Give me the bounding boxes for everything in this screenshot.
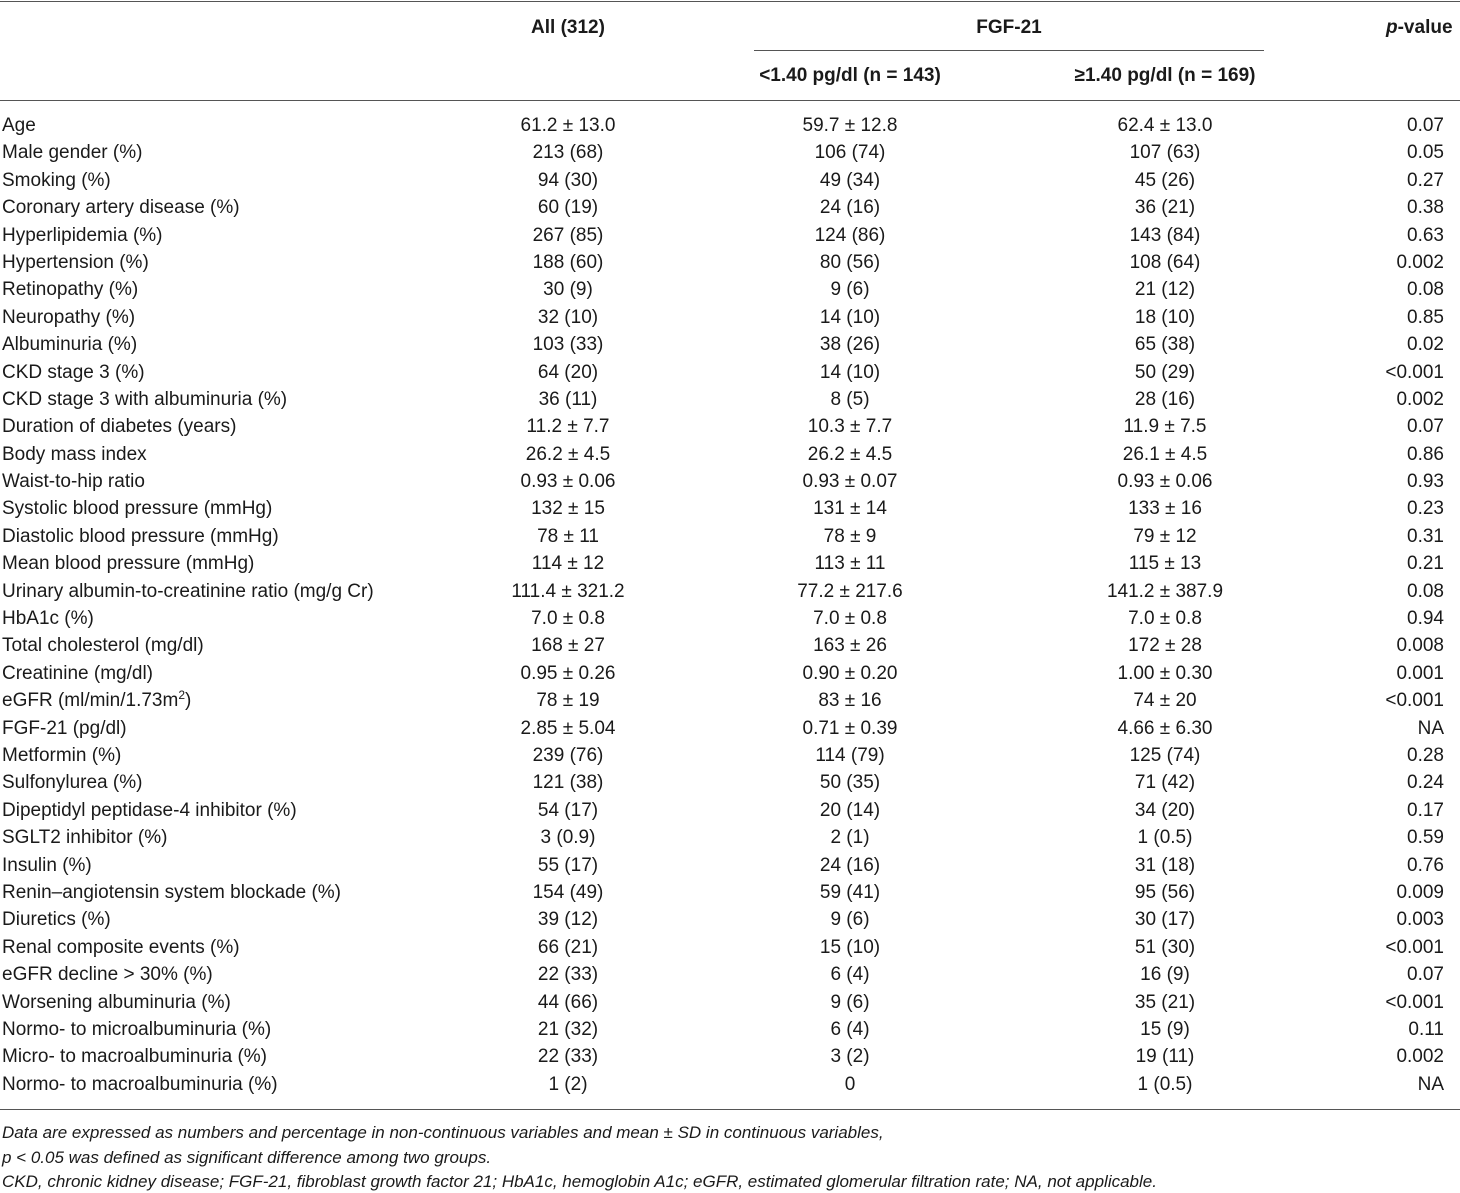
cell-p-value: 0.21 bbox=[1407, 553, 1444, 575]
table-row bbox=[0, 1043, 1460, 1070]
row-label bbox=[2, 139, 142, 166]
cell-low-fgf21: 26.2 ± 4.5 bbox=[807, 443, 893, 465]
cell-high-fgf21: 62.4 ± 13.0 bbox=[1117, 115, 1213, 136]
cell-all: 21 (32) bbox=[537, 1018, 599, 1040]
table-row bbox=[0, 797, 1460, 824]
cell-high-fgf21: 7.0 ± 0.8 bbox=[1128, 608, 1202, 630]
cell-p-value: 0.02 bbox=[1407, 334, 1444, 356]
table-row bbox=[0, 632, 1460, 659]
row-label-end: ) bbox=[185, 690, 192, 712]
cell-high-fgf21: 36 (21) bbox=[1134, 197, 1196, 219]
header-p-italic: p bbox=[1386, 17, 1398, 38]
cell-all: 2.85 ± 5.04 bbox=[520, 717, 616, 739]
row-label-text: eGFR (ml/min/1.73m bbox=[2, 690, 179, 712]
cell-p-value: 0.07 bbox=[1407, 115, 1444, 136]
cell-all: 61.2 ± 13.0 bbox=[520, 115, 616, 136]
cell-low-fgf21: 80 (56) bbox=[819, 251, 881, 273]
row-label bbox=[2, 1043, 267, 1070]
header-p-value bbox=[1386, 17, 1453, 39]
cell-all: 22 (33) bbox=[537, 1046, 599, 1068]
row-label-text: Sulfonylurea (%) bbox=[2, 772, 143, 794]
header-low-fgf21: <1.40 pg/dl (n = 143) bbox=[759, 65, 941, 86]
cell-low-fgf21: 0.71 ± 0.39 bbox=[802, 717, 898, 739]
row-label-text: Renal composite events (%) bbox=[2, 936, 240, 958]
row-label-text: Hypertension (%) bbox=[2, 251, 149, 273]
cell-low-fgf21: 0 bbox=[844, 1073, 856, 1095]
table-row bbox=[0, 386, 1460, 413]
cell-high-fgf21: 115 ± 13 bbox=[1128, 553, 1202, 575]
cell-high-fgf21: 95 (56) bbox=[1134, 881, 1196, 903]
table-top-rule bbox=[0, 1, 1460, 2]
row-label bbox=[2, 249, 149, 276]
cell-all: 168 ± 27 bbox=[531, 635, 605, 657]
cell-p-value: 0.002 bbox=[1396, 1046, 1444, 1068]
cell-p-value: 0.94 bbox=[1407, 608, 1444, 630]
cell-low-fgf21: 78 ± 9 bbox=[823, 525, 877, 547]
cell-low-fgf21: 59.7 ± 12.8 bbox=[802, 115, 898, 136]
row-label-text: Renin–angiotensin system blockade (%) bbox=[2, 881, 342, 903]
cell-low-fgf21: 50 (35) bbox=[819, 772, 881, 794]
cell-high-fgf21: 74 ± 20 bbox=[1133, 690, 1197, 712]
cell-all: 0.93 ± 0.06 bbox=[520, 471, 616, 493]
table-row bbox=[0, 112, 1460, 139]
table-row bbox=[0, 578, 1460, 605]
cell-low-fgf21: 24 (16) bbox=[819, 197, 881, 219]
cell-high-fgf21: 11.9 ± 7.5 bbox=[1123, 416, 1207, 438]
table-row bbox=[0, 276, 1460, 303]
cell-low-fgf21: 6 (4) bbox=[830, 964, 870, 986]
row-label bbox=[2, 906, 111, 933]
row-label bbox=[2, 304, 135, 331]
row-label-text: Smoking (%) bbox=[2, 169, 111, 191]
row-label-text: Metformin (%) bbox=[2, 744, 122, 766]
cell-low-fgf21: 38 (26) bbox=[819, 334, 881, 356]
cell-high-fgf21: 16 (9) bbox=[1140, 964, 1190, 986]
cell-low-fgf21: 8 (5) bbox=[830, 388, 870, 410]
cell-low-fgf21: 15 (10) bbox=[819, 936, 881, 958]
cell-high-fgf21: 15 (9) bbox=[1140, 1018, 1190, 1040]
cell-all: 66 (21) bbox=[537, 936, 599, 958]
cell-p-value: 0.28 bbox=[1407, 744, 1444, 766]
cell-all: 132 ± 15 bbox=[531, 498, 605, 520]
row-label bbox=[2, 523, 279, 550]
row-label-text: Mean blood pressure (mmHg) bbox=[2, 553, 255, 575]
cell-high-fgf21: 26.1 ± 4.5 bbox=[1122, 443, 1208, 465]
row-label-text: Albuminuria (%) bbox=[2, 334, 138, 356]
table-row bbox=[0, 989, 1460, 1016]
cell-all: 78 ± 19 bbox=[536, 690, 600, 712]
row-label bbox=[2, 934, 240, 961]
cell-p-value: 0.08 bbox=[1407, 580, 1444, 602]
cell-high-fgf21: 31 (18) bbox=[1134, 854, 1196, 876]
cell-high-fgf21: 1.00 ± 0.30 bbox=[1117, 662, 1213, 684]
row-label-text: Worsening albuminuria (%) bbox=[2, 991, 231, 1013]
cell-p-value: 0.23 bbox=[1407, 498, 1444, 520]
cell-low-fgf21: 20 (14) bbox=[819, 799, 881, 821]
header-p-rest: -value bbox=[1397, 17, 1453, 38]
row-label bbox=[2, 468, 145, 495]
cell-high-fgf21: 45 (26) bbox=[1134, 169, 1196, 191]
cell-all: 1 (2) bbox=[548, 1073, 588, 1095]
row-label bbox=[2, 797, 297, 824]
row-label-text: Body mass index bbox=[2, 443, 147, 465]
table-row bbox=[0, 742, 1460, 769]
row-label-text: Duration of diabetes (years) bbox=[2, 416, 237, 438]
cell-low-fgf21: 9 (6) bbox=[830, 279, 870, 301]
group-header-rule bbox=[754, 50, 1264, 51]
cell-high-fgf21: 0.93 ± 0.06 bbox=[1117, 471, 1213, 493]
row-label-text: Total cholesterol (mg/dl) bbox=[2, 635, 204, 657]
row-label-text: Dipeptidyl peptidase-4 inhibitor (%) bbox=[2, 799, 297, 821]
table-row bbox=[0, 249, 1460, 276]
table-row bbox=[0, 715, 1460, 742]
table-row bbox=[0, 906, 1460, 933]
cell-all: 64 (20) bbox=[537, 361, 599, 383]
cell-low-fgf21: 49 (34) bbox=[819, 169, 881, 191]
table-row bbox=[0, 879, 1460, 906]
cell-all: 114 ± 12 bbox=[531, 553, 605, 575]
cell-low-fgf21: 9 (6) bbox=[830, 991, 870, 1013]
cell-high-fgf21: 65 (38) bbox=[1134, 334, 1196, 356]
table-row bbox=[0, 1016, 1460, 1043]
cell-all: 39 (12) bbox=[537, 909, 599, 931]
table-row bbox=[0, 495, 1460, 522]
row-label-text: Coronary artery disease (%) bbox=[2, 197, 240, 219]
cell-high-fgf21: 28 (16) bbox=[1134, 388, 1196, 410]
cell-high-fgf21: 30 (17) bbox=[1134, 909, 1196, 931]
row-label-text: Retinopathy (%) bbox=[2, 279, 139, 301]
cell-all: 94 (30) bbox=[537, 169, 599, 191]
cell-p-value: 0.05 bbox=[1407, 142, 1444, 164]
table-row bbox=[0, 331, 1460, 358]
row-label-text: FGF-21 (pg/dl) bbox=[2, 717, 127, 739]
cell-all: 36 (11) bbox=[538, 388, 598, 410]
cell-high-fgf21: 18 (10) bbox=[1134, 306, 1196, 328]
cell-p-value: 0.003 bbox=[1396, 909, 1444, 931]
row-label-text: Urinary albumin-to-creatinine ratio (mg/g Cr) bbox=[2, 580, 374, 602]
table-bottom-rule bbox=[0, 1109, 1460, 1110]
cell-p-value: 0.17 bbox=[1407, 799, 1444, 821]
cell-all: 11.2 ± 7.7 bbox=[526, 416, 610, 438]
cell-p-value: 0.59 bbox=[1407, 827, 1444, 849]
cell-high-fgf21: 51 (30) bbox=[1134, 936, 1196, 958]
footnote-line-2: p < 0.05 was defined as significant difference among two groups. bbox=[2, 1148, 492, 1167]
cell-p-value: 0.001 bbox=[1396, 662, 1444, 684]
table-row bbox=[0, 441, 1460, 468]
cell-high-fgf21: 4.66 ± 6.30 bbox=[1117, 717, 1213, 739]
table-row bbox=[0, 359, 1460, 386]
cell-low-fgf21: 113 ± 11 bbox=[814, 553, 886, 575]
cell-high-fgf21: 35 (21) bbox=[1134, 991, 1196, 1013]
row-label bbox=[2, 386, 287, 413]
table-row bbox=[0, 413, 1460, 440]
table-row bbox=[0, 769, 1460, 796]
cell-all: 154 (49) bbox=[532, 881, 604, 903]
cell-low-fgf21: 131 ± 14 bbox=[813, 498, 887, 520]
table-row bbox=[0, 660, 1460, 687]
row-label bbox=[2, 1071, 278, 1098]
table-row bbox=[0, 934, 1460, 961]
row-label-text: CKD stage 3 with albuminuria (%) bbox=[2, 388, 288, 410]
cell-low-fgf21: 83 ± 16 bbox=[818, 690, 882, 712]
row-label bbox=[2, 852, 92, 879]
cell-all: 111.4 ± 321.2 bbox=[511, 580, 625, 602]
cell-high-fgf21: 1 (0.5) bbox=[1137, 1073, 1193, 1095]
row-label-superscript: 2 bbox=[178, 688, 185, 703]
cell-all: 30 (9) bbox=[543, 279, 593, 301]
cell-p-value: <0.001 bbox=[1385, 936, 1444, 958]
table-row bbox=[0, 167, 1460, 194]
cell-p-value: 0.93 bbox=[1407, 471, 1444, 493]
cell-high-fgf21: 71 (42) bbox=[1134, 772, 1196, 794]
row-label bbox=[2, 660, 153, 687]
row-label-text: Normo- to macroalbuminuria (%) bbox=[2, 1073, 278, 1095]
row-label-text: Age bbox=[2, 115, 36, 136]
table-row bbox=[0, 1071, 1460, 1098]
cell-all: 3 (0.9) bbox=[540, 827, 596, 849]
footnote-line-1: Data are expressed as numbers and percentage in non-continuous variables and mean ± SD in continuous variables, bbox=[2, 1123, 884, 1142]
cell-all: 267 (85) bbox=[532, 224, 604, 246]
row-label bbox=[2, 1016, 271, 1043]
row-label-text: SGLT2 inhibitor (%) bbox=[2, 827, 168, 849]
cell-p-value: <0.001 bbox=[1385, 690, 1444, 712]
row-label-text: Neuropathy (%) bbox=[2, 306, 136, 328]
row-label-text: Waist-to-hip ratio bbox=[2, 471, 145, 493]
cell-high-fgf21: 21 (12) bbox=[1134, 279, 1196, 301]
header-bottom-rule bbox=[0, 100, 1460, 101]
cell-p-value: 0.07 bbox=[1407, 416, 1444, 438]
row-label bbox=[2, 550, 254, 577]
cell-p-value: <0.001 bbox=[1385, 361, 1444, 383]
cell-all: 78 ± 11 bbox=[537, 525, 599, 547]
cell-p-value: 0.07 bbox=[1407, 964, 1444, 986]
cell-p-value: 0.31 bbox=[1407, 525, 1444, 547]
row-label bbox=[2, 222, 163, 249]
row-label bbox=[2, 605, 94, 632]
cell-p-value: 0.009 bbox=[1396, 881, 1444, 903]
cell-p-value: <0.001 bbox=[1385, 991, 1444, 1013]
cell-all: 121 (38) bbox=[532, 772, 604, 794]
row-label bbox=[2, 989, 231, 1016]
row-label-text: Micro- to macroalbuminuria (%) bbox=[2, 1046, 268, 1068]
row-label-text: Systolic blood pressure (mmHg) bbox=[2, 498, 273, 520]
cell-high-fgf21: 50 (29) bbox=[1134, 361, 1196, 383]
table-row bbox=[0, 222, 1460, 249]
row-label-text: HbA1c (%) bbox=[2, 608, 94, 630]
table-row bbox=[0, 523, 1460, 550]
header-all: All (312) bbox=[531, 17, 605, 38]
cell-low-fgf21: 124 (86) bbox=[814, 224, 886, 246]
cell-low-fgf21: 10.3 ± 7.7 bbox=[807, 416, 893, 438]
row-label bbox=[2, 824, 167, 851]
row-label bbox=[2, 112, 36, 139]
cell-low-fgf21: 0.93 ± 0.07 bbox=[802, 471, 898, 493]
cell-p-value: 0.63 bbox=[1407, 224, 1444, 246]
cell-high-fgf21: 133 ± 16 bbox=[1128, 498, 1202, 520]
cell-all: 103 (33) bbox=[532, 334, 604, 356]
row-label bbox=[2, 769, 142, 796]
table-row bbox=[0, 550, 1460, 577]
header-fgf21-group: FGF-21 bbox=[976, 17, 1042, 38]
cell-all: 213 (68) bbox=[532, 142, 604, 164]
row-label bbox=[2, 632, 204, 659]
cell-all: 7.0 ± 0.8 bbox=[531, 608, 605, 630]
cell-low-fgf21: 77.2 ± 217.6 bbox=[797, 580, 903, 602]
cell-low-fgf21: 114 (79) bbox=[815, 744, 885, 766]
row-label-text: Insulin (%) bbox=[2, 854, 92, 876]
row-label bbox=[2, 359, 145, 386]
cell-all: 54 (17) bbox=[537, 799, 599, 821]
cell-all: 22 (33) bbox=[537, 964, 599, 986]
row-label bbox=[2, 879, 341, 906]
table-row bbox=[0, 468, 1460, 495]
cell-p-value: 0.86 bbox=[1407, 443, 1444, 465]
row-label bbox=[2, 331, 137, 358]
cell-low-fgf21: 0.90 ± 0.20 bbox=[802, 662, 898, 684]
cell-low-fgf21: 14 (10) bbox=[819, 306, 881, 328]
header-high-fgf21: ≥1.40 pg/dl (n = 169) bbox=[1074, 65, 1256, 86]
cell-low-fgf21: 24 (16) bbox=[819, 854, 881, 876]
cell-low-fgf21: 6 (4) bbox=[830, 1018, 870, 1040]
table-row bbox=[0, 687, 1460, 714]
cell-high-fgf21: 141.2 ± 387.9 bbox=[1106, 580, 1224, 602]
row-label-text: Creatinine (mg/dl) bbox=[2, 662, 153, 684]
table-row bbox=[0, 194, 1460, 221]
row-label bbox=[2, 715, 127, 742]
cell-p-value: 0.008 bbox=[1396, 635, 1444, 657]
cell-all: 0.95 ± 0.26 bbox=[520, 662, 616, 684]
cell-high-fgf21: 143 (84) bbox=[1129, 224, 1201, 246]
row-label-text: Hyperlipidemia (%) bbox=[2, 224, 163, 246]
row-label bbox=[2, 578, 374, 605]
row-label bbox=[2, 167, 111, 194]
row-label bbox=[2, 413, 236, 440]
table-row bbox=[0, 824, 1460, 851]
row-label-text: CKD stage 3 (%) bbox=[2, 361, 145, 383]
cell-low-fgf21: 9 (6) bbox=[830, 909, 870, 931]
cell-low-fgf21: 14 (10) bbox=[819, 361, 881, 383]
cell-low-fgf21: 59 (41) bbox=[819, 881, 881, 903]
table-row bbox=[0, 304, 1460, 331]
table-row bbox=[0, 961, 1460, 988]
cell-p-value: 0.002 bbox=[1396, 251, 1444, 273]
table-row bbox=[0, 852, 1460, 879]
row-label bbox=[2, 276, 138, 303]
cell-p-value: NA bbox=[1417, 717, 1444, 739]
row-label-text: Normo- to microalbuminuria (%) bbox=[2, 1018, 272, 1040]
cell-low-fgf21: 7.0 ± 0.8 bbox=[813, 608, 887, 630]
cell-all: 26.2 ± 4.5 bbox=[525, 443, 611, 465]
cell-high-fgf21: 125 (74) bbox=[1129, 744, 1201, 766]
cell-high-fgf21: 108 (64) bbox=[1129, 251, 1201, 273]
table-body bbox=[0, 112, 1460, 1098]
row-label bbox=[2, 687, 191, 714]
cell-low-fgf21: 106 (74) bbox=[814, 142, 886, 164]
cell-p-value: 0.08 bbox=[1407, 279, 1444, 301]
row-label-text: Diastolic blood pressure (mmHg) bbox=[2, 525, 279, 547]
row-label-text: Diuretics (%) bbox=[2, 909, 111, 931]
cell-p-value: 0.76 bbox=[1407, 854, 1444, 876]
row-label bbox=[2, 441, 147, 468]
cell-high-fgf21: 19 (11) bbox=[1135, 1046, 1195, 1068]
cell-p-value: NA bbox=[1417, 1073, 1444, 1095]
cell-high-fgf21: 34 (20) bbox=[1134, 799, 1196, 821]
cell-p-value: 0.002 bbox=[1396, 388, 1444, 410]
row-label-text: Male gender (%) bbox=[2, 142, 143, 164]
cell-high-fgf21: 172 ± 28 bbox=[1128, 635, 1202, 657]
cell-p-value: 0.11 bbox=[1408, 1018, 1444, 1040]
cell-low-fgf21: 3 (2) bbox=[830, 1046, 870, 1068]
cell-low-fgf21: 2 (1) bbox=[830, 827, 870, 849]
cell-all: 188 (60) bbox=[532, 251, 604, 273]
cell-p-value: 0.38 bbox=[1407, 197, 1444, 219]
table-row bbox=[0, 139, 1460, 166]
row-label-text: eGFR decline > 30% (%) bbox=[2, 964, 213, 986]
cell-all: 55 (17) bbox=[537, 854, 599, 876]
cell-p-value: 0.85 bbox=[1407, 306, 1444, 328]
row-label bbox=[2, 495, 272, 522]
cell-high-fgf21: 1 (0.5) bbox=[1137, 827, 1193, 849]
row-label bbox=[2, 194, 240, 221]
cell-p-value: 0.24 bbox=[1407, 772, 1444, 794]
cell-all: 44 (66) bbox=[537, 991, 599, 1013]
footnote-line-3: CKD, chronic kidney disease; FGF-21, fibroblast growth factor 21; HbA1c, hemoglobin A1c; eGFR, estimated glomerular filtration rate; NA, not applicable. bbox=[2, 1172, 1157, 1191]
cell-low-fgf21: 163 ± 26 bbox=[813, 635, 887, 657]
cell-high-fgf21: 79 ± 12 bbox=[1133, 525, 1197, 547]
row-label bbox=[2, 742, 121, 769]
cell-all: 32 (10) bbox=[537, 306, 599, 328]
cell-all: 239 (76) bbox=[532, 744, 604, 766]
table-row bbox=[0, 605, 1460, 632]
cell-p-value: 0.27 bbox=[1407, 169, 1444, 191]
cell-all: 60 (19) bbox=[537, 197, 599, 219]
cell-high-fgf21: 107 (63) bbox=[1129, 142, 1201, 164]
row-label bbox=[2, 961, 213, 988]
